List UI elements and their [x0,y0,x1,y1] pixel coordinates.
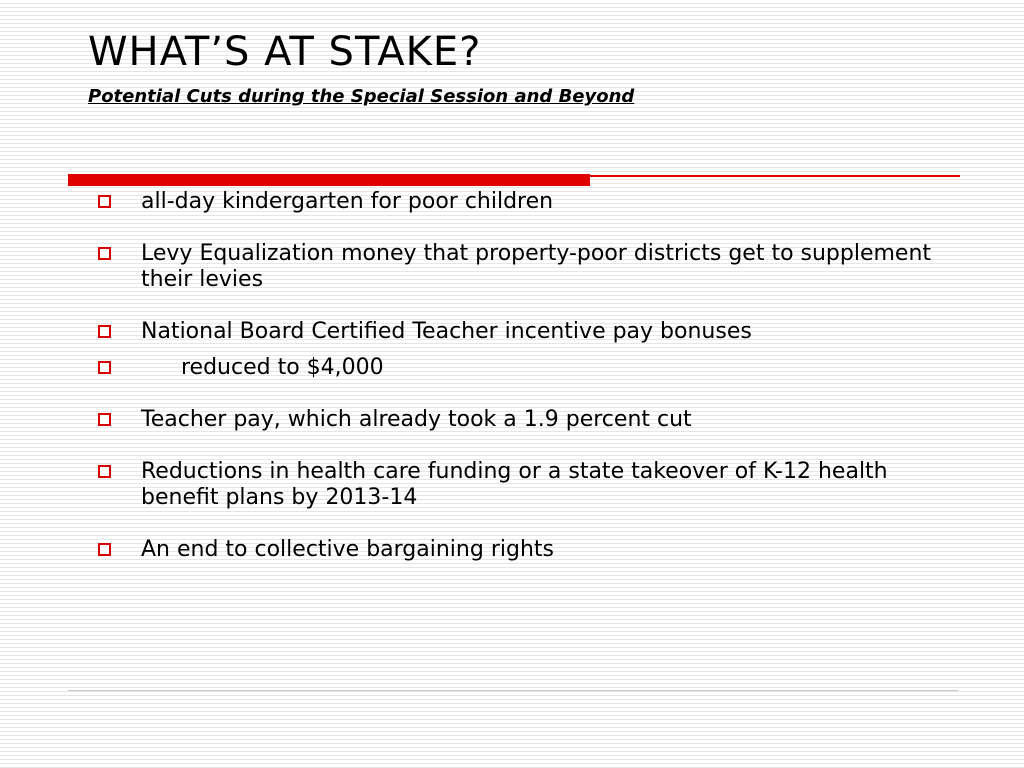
title-divider-thin [590,175,960,177]
hollow-square-icon [98,465,111,478]
list-item [98,319,938,345]
hollow-square-icon [98,247,111,260]
slide-title: WHAT’S AT STAKE? [88,29,482,75]
list-item [98,188,938,215]
hollow-square-icon [98,413,111,426]
bullet-text: reduced to $4,000 [181,355,384,380]
footer-divider [68,690,958,691]
list-item [98,459,938,511]
list-item [98,241,938,293]
hollow-square-icon [98,361,111,374]
hollow-square-icon [98,543,111,556]
bullet-text: An end to collective bargaining rights [141,537,554,562]
bullet-text: Levy Equalization money that property-poor districts get to supplement their levies [141,241,932,292]
title-divider-thick [68,174,590,186]
bullet-text: National Board Certified Teacher incentive pay bonuses [141,319,752,344]
slide-subtitle: Potential Cuts during the Special Session and Beyond [88,86,635,107]
bullet-text: all-day kindergarten for poor children [141,189,554,214]
list-item [98,407,938,433]
bullet-list [98,188,938,563]
list-item [98,355,938,381]
bullet-text: Reductions in health care funding or a state takeover of K-12 health benefit plans by 2013-14 [141,459,888,510]
list-item [98,537,938,563]
bullet-text: Teacher pay, which already took a 1.9 percent cut [141,407,692,432]
hollow-square-icon [98,325,111,338]
hollow-square-icon [98,195,111,208]
